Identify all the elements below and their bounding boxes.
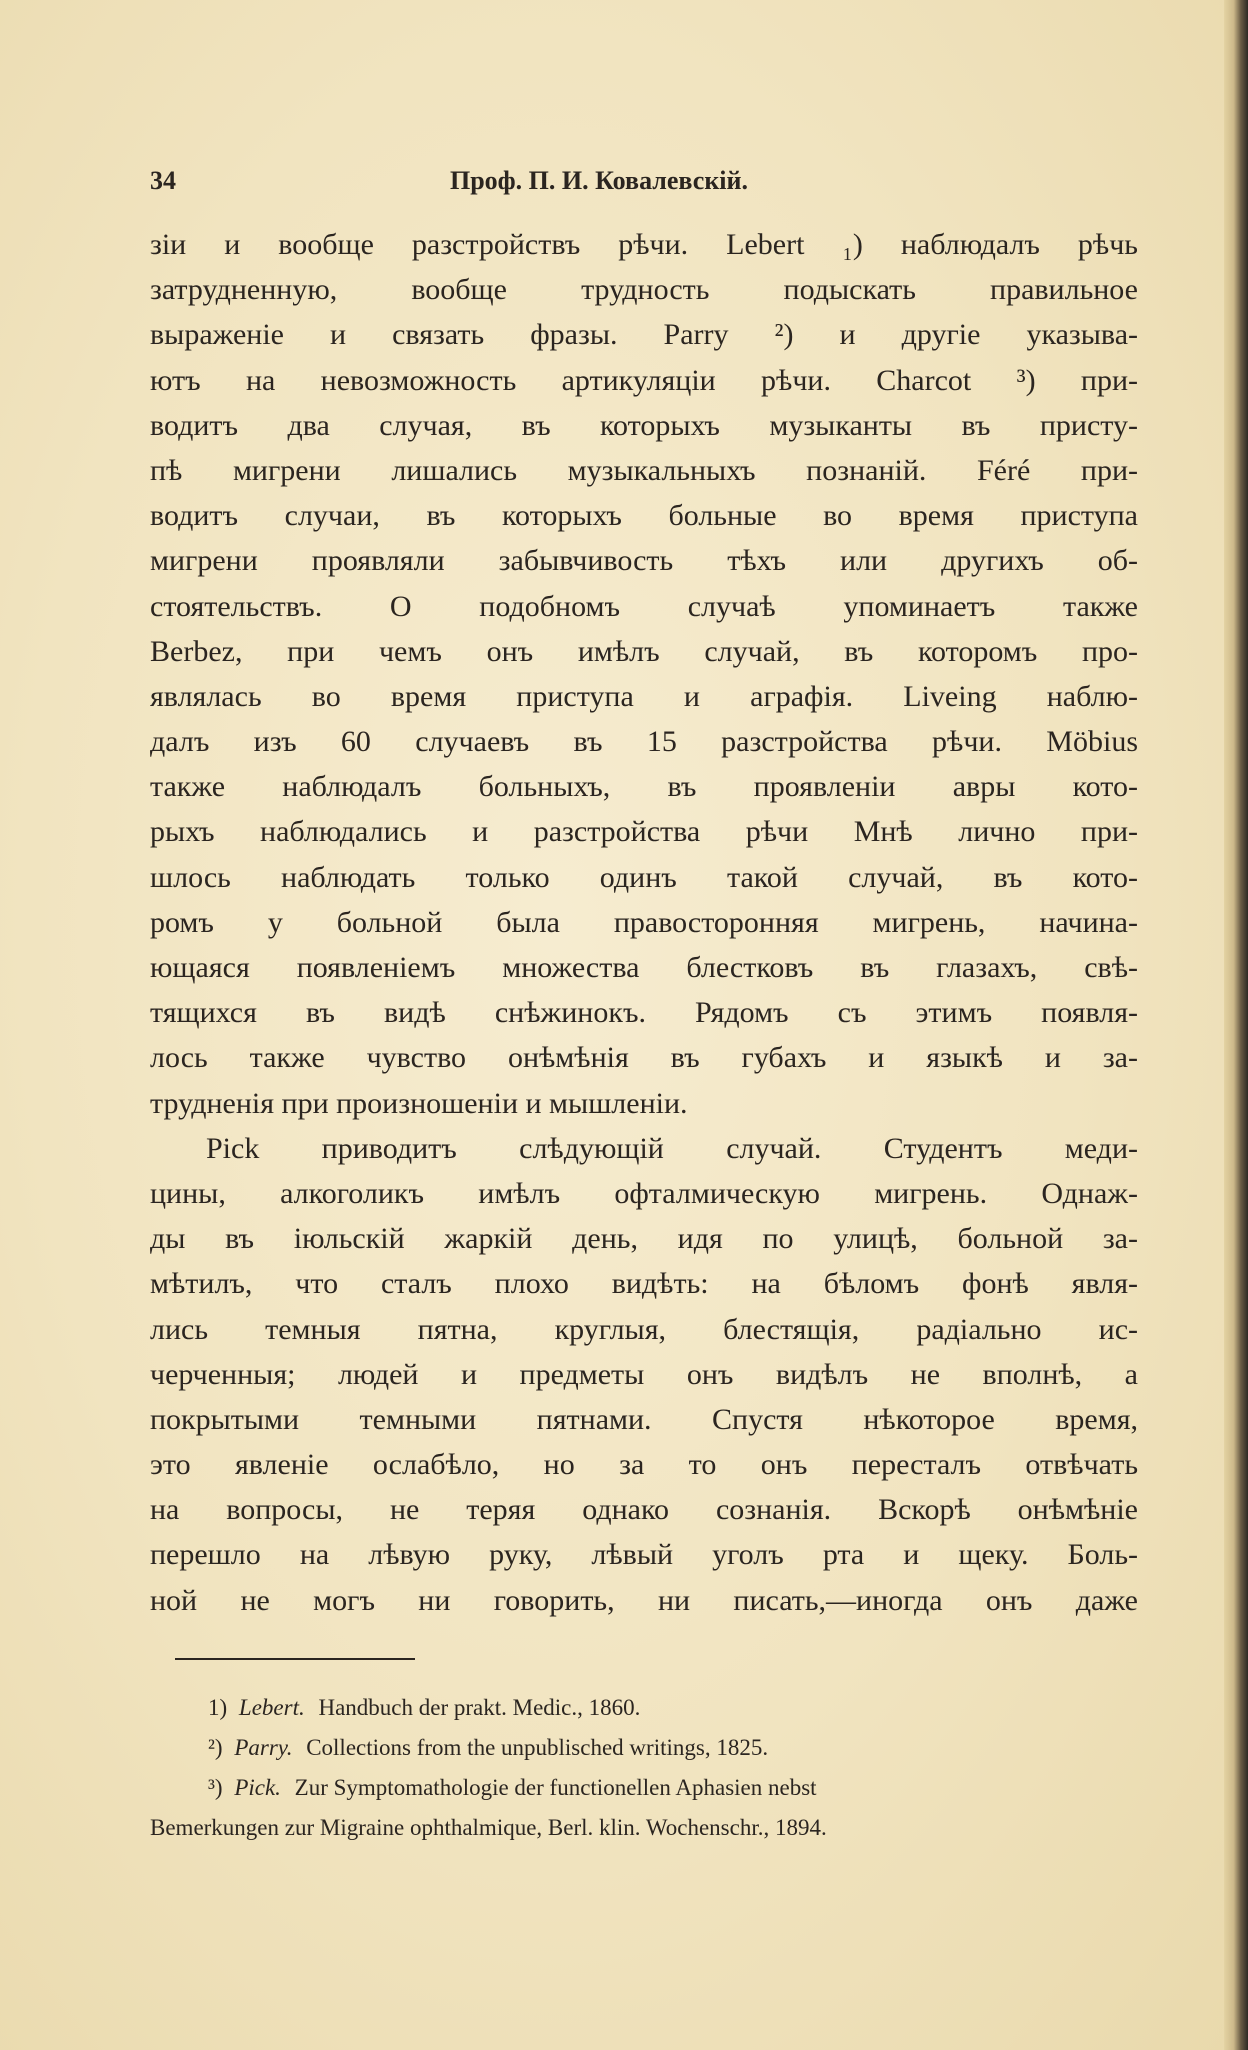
text-line: пѣ мигрени лишались музыкальныхъ познаній. Féré при- [150, 453, 1138, 487]
text-line: затрудненную, вообще трудность подыскать правильное [150, 273, 1138, 307]
text-line: тящихся въ видѣ снѣжинокъ. Рядомъ съ этимъ появля- [150, 996, 1138, 1030]
text-line: ющаяся появленіемъ множества блестковъ въ глазахъ, свѣ- [150, 951, 1138, 984]
text-line: покрытыми темными пятнами. Спустя нѣкоторое время, [150, 1402, 1138, 1436]
text-line: цины, алкоголикъ имѣлъ офталмическую мигрень. Однаж- [150, 1176, 1138, 1210]
footnote-text: Bemerkungen zur Migraine ophthalmique, Berl. klin. Wochenschr., 1894. [150, 1815, 827, 1840]
text-line: шлось наблюдать только одинъ такой случай, въ кото- [150, 860, 1138, 894]
text-line: на вопросы, не теряя однако сознанія. Вскорѣ онѣмѣніе [150, 1493, 1138, 1527]
text-line: рыхъ наблюдались и разстройства рѣчи Мнѣ лично при- [150, 815, 1138, 849]
text-line: Berbez, при чемъ онъ имѣлъ случай, въ которомъ про- [150, 634, 1138, 668]
text-line: мѣтилъ, что сталъ плохо видѣть: на бѣломъ фонѣ явля- [150, 1267, 1138, 1301]
footnotes [150, 1688, 1140, 1848]
page-number: 34 [150, 166, 176, 195]
footnote-text: Handbuch der prakt. Medic., 1860. [318, 1695, 641, 1720]
footnote-marker: 1) [208, 1695, 228, 1720]
footnote-author: Pick. [234, 1775, 281, 1800]
text-line: перешло на лѣвую руку, лѣвый уголъ рта и щеку. Боль- [150, 1538, 1138, 1572]
text-line: водитъ два случая, въ которыхъ музыканты въ присту- [150, 408, 1138, 442]
footnote-continuation [150, 1808, 1140, 1848]
text-line: Pick приводитъ слѣдующій случай. Студентъ меди- [206, 1131, 1138, 1165]
footnote-marker: ²) [208, 1735, 223, 1760]
running-title: Проф. П. И. Ковалевскій. [450, 166, 749, 195]
page-header [150, 166, 1130, 202]
text-line: водитъ случаи, въ которыхъ больные во время приступа [150, 499, 1138, 533]
text-line: трудненія при произношеніи и мышленіи. [150, 1086, 688, 1120]
text-line: черченныя; людей и предметы онъ видѣлъ не вполнѣ, а [150, 1357, 1138, 1391]
text-line: далъ изъ 60 случаевъ въ 15 разстройства рѣчи. Möbius [150, 725, 1138, 759]
text-line: также наблюдалъ больныхъ, въ проявленіи авры кото- [150, 770, 1138, 804]
text-line: ромъ у больной была правосторонняя мигрень, начина- [150, 905, 1138, 939]
text-line: зіи и вообще разстройствъ рѣчи. Lebert ₁) наблюдалъ рѣчь [150, 228, 1138, 261]
text-line: ютъ на невозможность артикуляціи рѣчи. Charcot ³) при- [150, 363, 1138, 397]
text-line: стоятельствъ. О подобномъ случаѣ упоминаетъ также [150, 589, 1138, 623]
body-text [150, 222, 1138, 1623]
footnote [150, 1688, 1140, 1728]
text-line: это явленіе ослабѣло, но за то онъ пересталъ отвѣчать [150, 1448, 1138, 1482]
footnote-text: Zur Symptomathologie der functionellen Aphasien nebst [294, 1775, 817, 1800]
text-line: выраженіе и связать фразы. Parry ²) и другіе указыва- [150, 318, 1138, 352]
page-edge-shadow [1224, 0, 1248, 2050]
footnote-author: Lebert. [238, 1695, 305, 1720]
footnote-text: Collections from the unpublisched writings, 1825. [306, 1735, 769, 1760]
footnote-author: Parry. [234, 1735, 293, 1760]
text-line: ды въ іюльскій жаркій день, идя по улицѣ, больной за- [150, 1222, 1138, 1256]
footnote-marker: ³) [208, 1775, 223, 1800]
footnote [150, 1768, 1140, 1808]
text-line: являлась во время приступа и аграфія. Liveing наблю- [150, 679, 1138, 713]
text-line: мигрени проявляли забывчивость тѣхъ или другихъ об- [150, 544, 1138, 578]
text-line: лись темныя пятна, круглыя, блестящія, радіально ис- [150, 1312, 1138, 1346]
footnote-rule [175, 1658, 415, 1660]
text-line: ной не могъ ни говорить, ни писать,—иногда онъ даже [150, 1583, 1138, 1617]
footnote [150, 1728, 1140, 1768]
text-line: лось также чувство онѣмѣнія въ губахъ и языкѣ и за- [150, 1041, 1138, 1075]
